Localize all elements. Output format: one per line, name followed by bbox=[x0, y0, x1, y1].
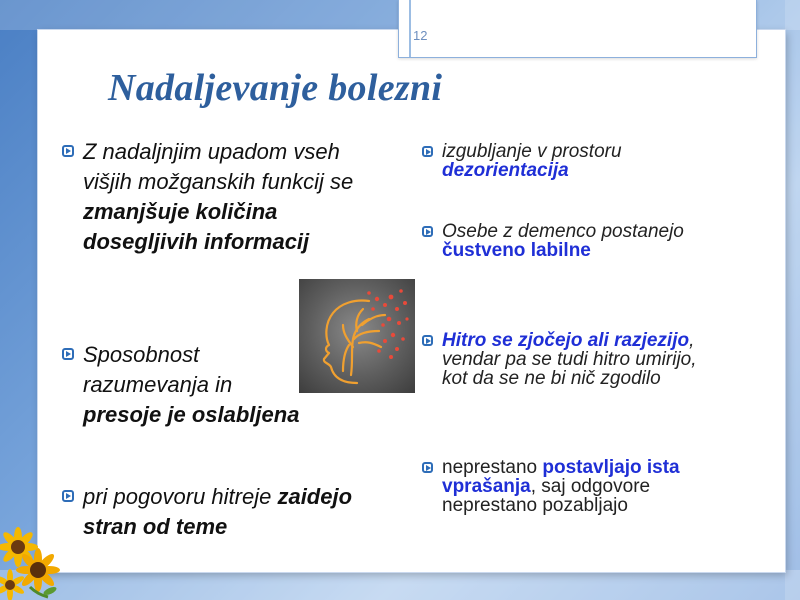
right-bullet-1 bbox=[422, 142, 707, 180]
bullet-marker-icon bbox=[62, 348, 74, 360]
bullet-text-normal: izgubljanje v prostoru bbox=[442, 141, 622, 162]
bullet-text-normal: , saj odgovore neprestano pozabljajo bbox=[442, 476, 651, 516]
head-tree-brain-image bbox=[299, 279, 415, 393]
bullet-text-emphasis: čustveno labilne bbox=[442, 240, 591, 261]
right-bullet-3 bbox=[422, 331, 712, 388]
left-bullet-3 bbox=[62, 482, 377, 542]
bullet-text-normal: Sposobnost razumevanja in bbox=[83, 342, 233, 397]
bullet-marker-icon bbox=[422, 146, 433, 157]
bullet-marker-icon bbox=[422, 462, 433, 473]
right-bullet-4 bbox=[422, 458, 712, 515]
head-tree-icon bbox=[299, 279, 415, 393]
sunflower-icon bbox=[0, 525, 60, 600]
bullet-marker-icon bbox=[62, 490, 74, 502]
bullet-text-emphasis: zaidejo stran od teme bbox=[83, 484, 353, 539]
bullet-text-normal: , vendar pa se tudi hitro umirijo, kot da se ne bi nič zgodilo bbox=[442, 330, 697, 389]
left-bullet-1 bbox=[62, 137, 362, 257]
bullet-text-emphasis: zmanjšuje količina dosegljivih informacij bbox=[83, 199, 310, 254]
bullet-marker-icon bbox=[62, 145, 74, 157]
slide-number: 12 bbox=[413, 28, 428, 43]
bullet-text-normal: Z nadaljnjim upadom vseh višjih možganskih funkcij se bbox=[83, 139, 354, 194]
bullet-text-emphasis: dezorientacija bbox=[442, 160, 569, 181]
bullet-text-normal: neprestano bbox=[442, 457, 543, 478]
bullet-text-normal: pri pogovoru hitreje bbox=[83, 484, 278, 509]
bullet-text-normal: Osebe z demenco postanejo bbox=[442, 221, 684, 242]
bullet-text-emphasis: postavljajo ista vprašanja bbox=[442, 457, 680, 497]
right-bullet-2 bbox=[422, 222, 692, 260]
slide-number-box bbox=[398, 0, 757, 58]
bullet-marker-icon bbox=[422, 226, 433, 237]
bullet-text-emphasis: Hitro se zjočejo ali razjezijo bbox=[442, 330, 690, 351]
background-band-right bbox=[785, 0, 800, 600]
background-band-bottom bbox=[0, 570, 800, 600]
bullet-marker-icon bbox=[422, 335, 433, 346]
bullet-text-emphasis: presoje je oslabljena bbox=[83, 402, 300, 427]
slide-title: Nadaljevanje bolezni bbox=[108, 67, 443, 109]
